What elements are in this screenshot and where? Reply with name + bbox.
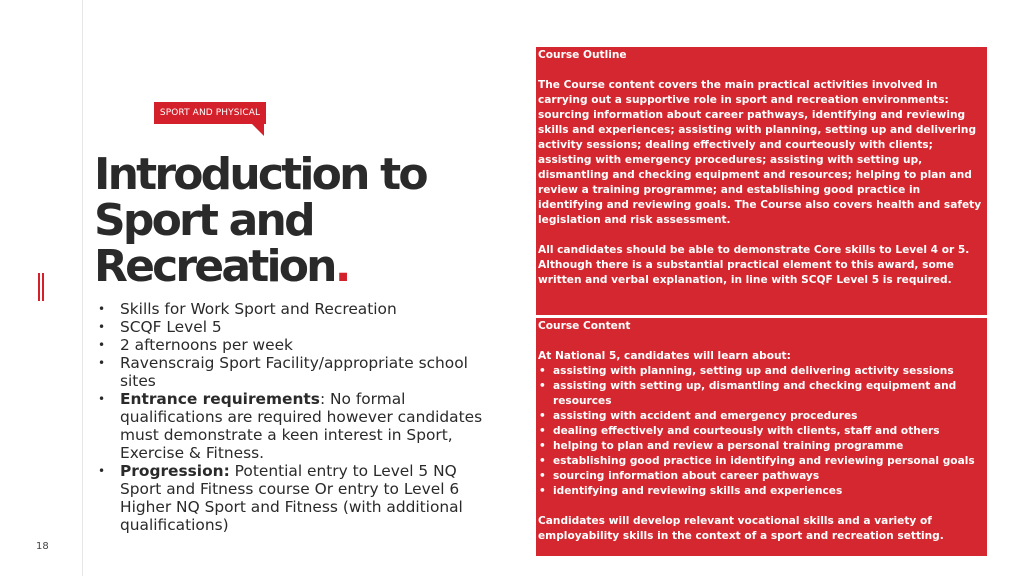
list-item bbox=[96, 354, 496, 390]
list-item: • identifying and reviewing skills and experiences bbox=[538, 484, 985, 499]
category-tag-label: SPORT AND PHYSICAL bbox=[159, 108, 261, 118]
list-item-text: Ravenscraig Sport Facility/appropriate school sites bbox=[120, 354, 468, 390]
course-outline-panel bbox=[536, 47, 987, 315]
entrance-requirements-label: Entrance requirements bbox=[120, 390, 320, 408]
course-content-list bbox=[538, 364, 985, 499]
list-item: • assisting with accident and emergency procedures bbox=[538, 409, 985, 424]
list-item-text: Potential entry to Level 5 NQ Sport and Fitness course Or entry to Level 6 Higher NQ Sport and Fitness (with additional qualifications) bbox=[120, 462, 463, 534]
list-item: • helping to plan and review a personal training programme bbox=[538, 439, 985, 454]
course-outline-paragraph: The Course content covers the main practical activities involved in carrying out a supportive role in sport and recreation environments: sourcing information about career pathways, identifying and reviewing skills and experiences; assisting with planning, setting up and delivering activity sessions; dealing effectively and courteously with clients; assisting with emergency procedures; assisting with setting up, dismantling and checking equipment and resources; helping to plan and review a training programme; and establishing good practice in identifying and reviewing goals. The Course also covers health and safety legislation and risk assessment. bbox=[538, 79, 982, 226]
list-item-text: SCQF Level 5 bbox=[120, 318, 222, 336]
key-facts-list bbox=[96, 300, 496, 534]
course-content-panel bbox=[536, 318, 987, 556]
list-item: • assisting with setting up, dismantling and checking equipment and resources bbox=[538, 379, 985, 409]
list-item bbox=[96, 300, 496, 318]
course-outline-paragraph: All candidates should be able to demonstrate Core skills to Level 4 or 5. Although there is a substantial practical element to this award, some written and verbal explanation, in line with SCQF Level 5 is required. bbox=[538, 244, 970, 286]
course-outline-heading: Course Outline bbox=[538, 49, 627, 61]
title-accent-dot: . bbox=[334, 241, 349, 292]
list-item: • sourcing information about career pathways bbox=[538, 469, 985, 484]
list-item-text: 2 afternoons per week bbox=[120, 336, 293, 354]
page-title bbox=[94, 149, 494, 292]
page-title-text: Introduction to Sport and Recreation bbox=[94, 149, 426, 292]
list-item bbox=[96, 336, 496, 354]
list-item: • assisting with planning, setting up and delivering activity sessions bbox=[538, 364, 985, 379]
list-item-text: : No formal qualifications are required however candidates must demonstrate a keen interest in Sport, Exercise & Fitness. bbox=[120, 390, 483, 462]
left-divider-line bbox=[82, 0, 83, 576]
double-bar-marker bbox=[38, 273, 44, 301]
list-item bbox=[96, 390, 496, 462]
category-tag bbox=[154, 102, 266, 124]
list-item: • establishing good practice in identifying and reviewing personal goals bbox=[538, 454, 985, 469]
course-content-closing: Candidates will develop relevant vocational skills and a variety of employability skills in the context of a sport and recreation setting. bbox=[538, 515, 944, 542]
category-tag-tail bbox=[252, 124, 264, 136]
course-content-heading: Course Content bbox=[538, 320, 631, 332]
course-content-intro: At National 5, candidates will learn about: bbox=[538, 350, 791, 362]
list-item bbox=[96, 462, 496, 534]
page-number: 18 bbox=[36, 541, 49, 552]
list-item-text: Skills for Work Sport and Recreation bbox=[120, 300, 397, 318]
list-item bbox=[96, 318, 496, 336]
progression-label: Progression: bbox=[120, 462, 230, 480]
list-item: • dealing effectively and courteously with clients, staff and others bbox=[538, 424, 985, 439]
